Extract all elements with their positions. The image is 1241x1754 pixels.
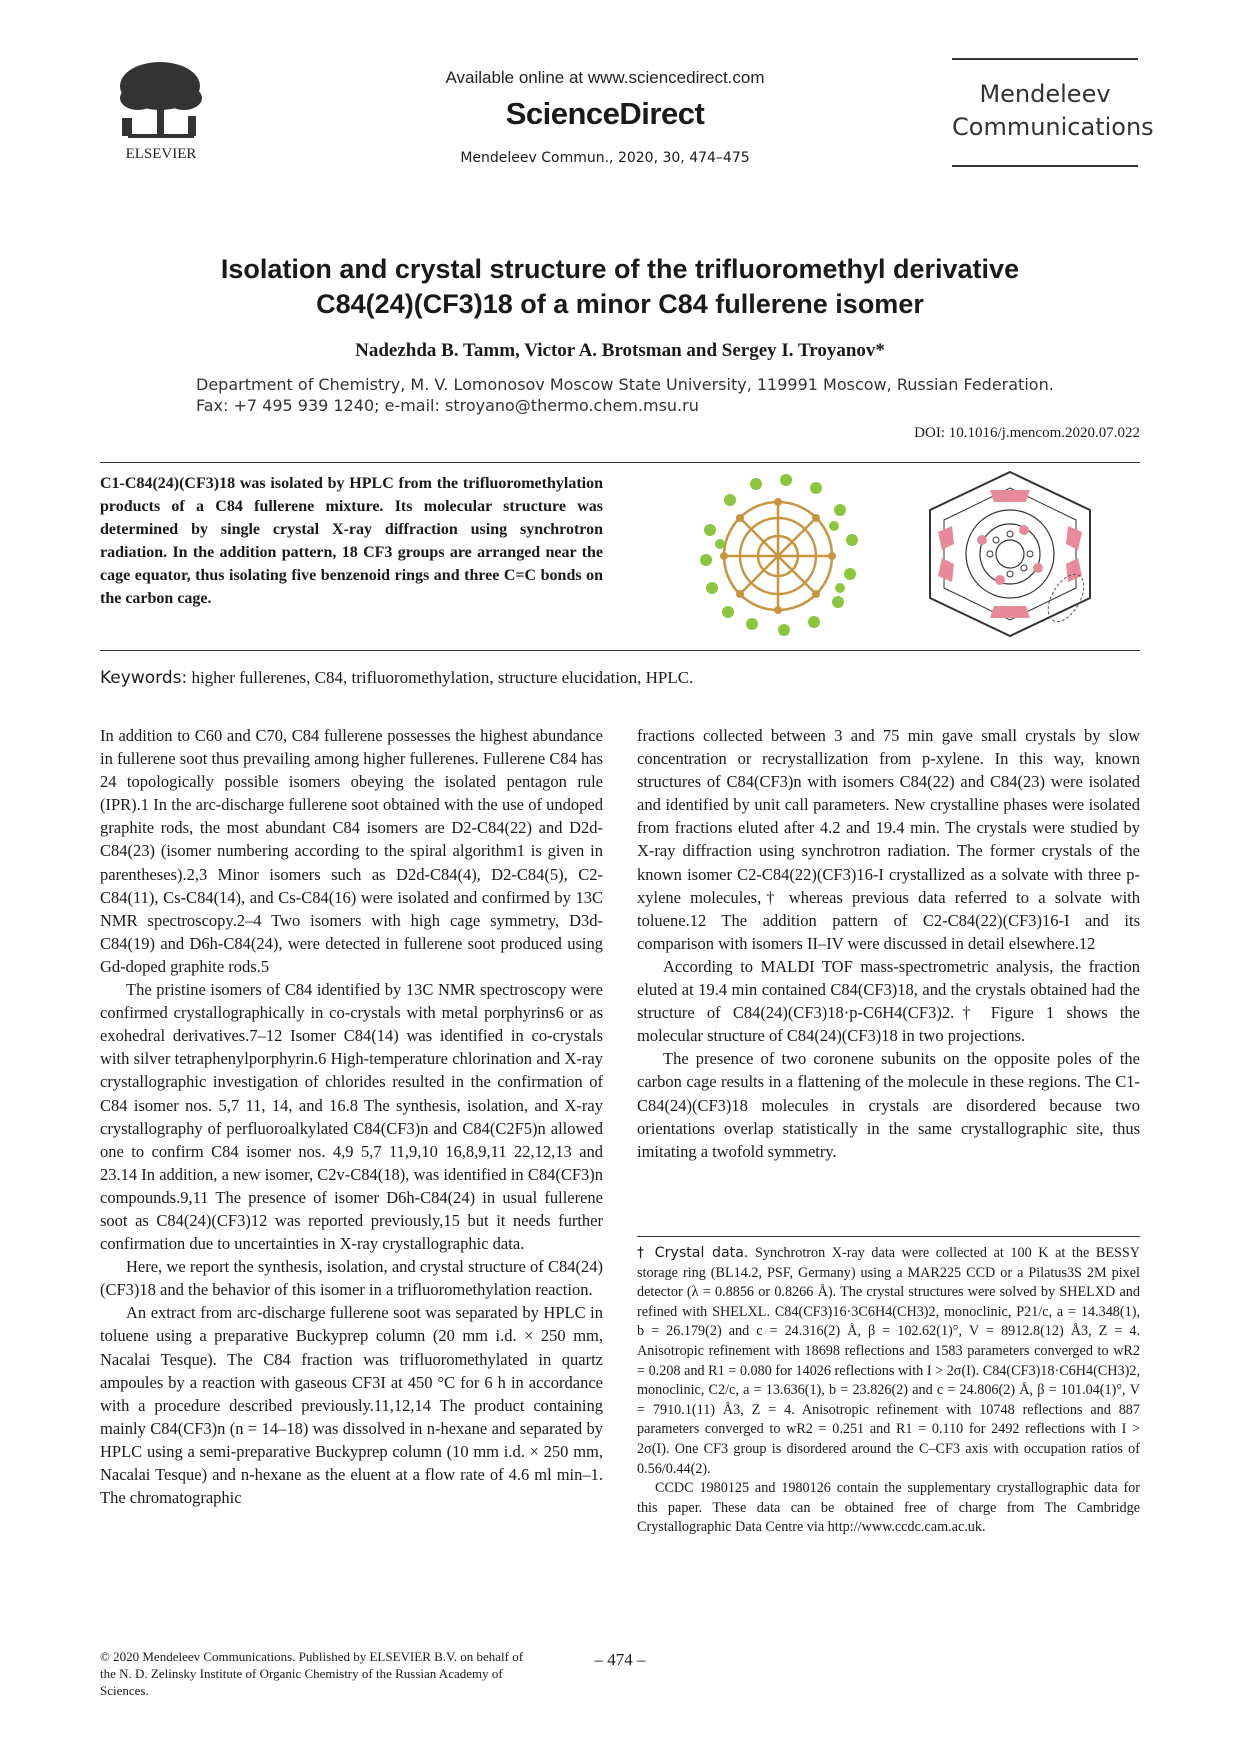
body-paragraph: The pristine isomers of C84 identified by 13C NMR spectroscopy were confirmed crystallographically in co-crystals with metal porphyrins6 or as exohedral derivatives.7–12 Isomer C84(14) was identified in co-crystals with silver tetraphenylporphyrin.6 High-temperature chlorination and X-ray crystallographic investigation of chlorides resulted in the confirmation of C84 isomer nos. 5,7 11, 14, and 16.8 The synthesis, isolation, and X-ray crystallography of perfluoroalkylated C84(CF3)n and C84(C2F5)n allowed one to confirm C84 isomer nos. 4,9 5,7 11,9,10 16,8,9,11 22,12,13 and 23.14 In addition, a new isomer, C2v-C84(18), was identified in C84(CF3)n compounds.9,11 The presence of isomer D6h-C84(24) in usual fullerene soot as C84(24)(CF3)12 was reported previously,15 but it needs further confirmation due to uncertainties in X-ray crystallographic data. xyxy=(100,980,603,1254)
body-paragraph: In addition to C60 and C70, C84 fullerene possesses the highest abundance in fullerene soot thus prevailing among higher fullerenes. Fullerene C84 has 24 topologically possible isomers obeying the isolated pentagon rule (IPR).1 In the arc-discharge fullerene soot obtained with the use of undoped graphite rods, the most abundant C84 isomers are D2-C84(22) and D2d-C84(23) (isomer numbering according to the spiral algorithm1 is given in parentheses).2,3 Minor isomers such as D2d-C84(4), D2-C84(5), C2-C84(11), Cs-C84(14), and Cs-C84(16) were isolated and confirmed by 13C NMR spectroscopy.2–4 Two isomers with high cage symmetry, D3d-C84(19) and D6h-C84(24), were detected in fullerene soot produced using Gd-doped graphite rods.5 xyxy=(100,726,603,976)
affiliation xyxy=(196,374,1096,416)
journal-rule-top xyxy=(952,58,1138,60)
elsevier-logo xyxy=(108,58,214,168)
keywords xyxy=(100,668,1140,688)
keywords-label: Keywords: xyxy=(100,668,188,688)
footnote-label: † Crystal data. xyxy=(637,1245,749,1261)
footnote-text: Synchrotron X-ray data were collected at 100 K at the BESSY storage ring (BL14.2, PSF, Germany) using a MAR225 CCD or a Pilatus3S 2M pixel detector (λ = 0.8856 or 0.8266 Å). The crystal structures were solved by SHELXD and refined with SHELXL. C84(CF3)16·3C6H4(CH3)2, monoclinic, P21/c, a = 14.348(1), b = 26.179(2) and c = 24.316(2) Å, β = 102.62(1)°, V = 8912.8(12) Å3, Z = 4. Anisotropic refinement with 18698 reflections and 1583 parameters converged to wR2 = 0.208 and R1 = 0.080 for 14026 reflections with I > 2σ(I). C84(CF3)18·C6H4(CH3)2, monoclinic, C2/c, a = 13.636(1), b = 23.826(2) and c = 24.806(2) Å, β = 101.04(1)°, V = 7910.1(11) Å3, Z = 4. Anisotropic refinement with 10748 reflections and 887 parameters converged to wR2 = 0.251 and R1 = 0.110 for 2492 reflections with I > 2σ(I). One CF3 group is disordered around the C–CF3 axis with occupation ratios of 0.56/0.44(2). xyxy=(637,1245,1141,1477)
article-title xyxy=(130,252,1110,322)
copyright-notice: © 2020 Mendeleev Communications. Published by ELSEVIER B.V. on behalf of the N. D. Zelinsky Institute of Organic Chemistry of the Russian Academy of Sciences. xyxy=(100,1649,524,1698)
body-paragraph: Here, we report the synthesis, isolation, and crystal structure of C84(24)(CF3)18 and the behavior of this isomer in a trifluoromethylation reaction. xyxy=(100,1257,603,1300)
affiliation-line1: Department of Chemistry, M. V. Lomonosov Moscow State University, 119991 Moscow, Russian Federation. xyxy=(196,375,1054,394)
page-number: – 474 – xyxy=(594,1650,646,1669)
authors: Nadezhda B. Tamm, Victor A. Brotsman and Sergey I. Troyanov* xyxy=(355,340,885,361)
journal-title xyxy=(952,78,1154,144)
footnote-rule xyxy=(637,1236,1140,1237)
body-paragraph: An extract from arc-discharge fullerene soot was separated by HPLC in toluene using a preparative Buckyprep column (20 mm i.d. × 250 mm, Nacalai Tesque). The C84 fraction was trifluoromethylated in quartz ampoules by a reaction with gaseous CF3I at 450 °C for 6 h in accordance with a procedure described previously.11,12,14 The product containing mainly C84(CF3)n (n = 14–18) was dissolved in n-hexane and separated by HPLC using a semi-preparative Buckyprep column (10 mm i.d. × 250 mm, Nacalai Tesque) and n-hexane as the eluent at a flow rate of 4.6 ml min–1. The chromatographic xyxy=(100,1303,603,1508)
graphical-abstract xyxy=(690,470,1140,638)
journal-title-line2: Communications xyxy=(952,113,1154,141)
publisher-name: ELSEVIER xyxy=(125,146,197,162)
doi[interactable]: DOI: 10.1016/j.mencom.2020.07.022 xyxy=(914,425,1140,441)
article-title-line2: C84(24)(CF3)18 of a minor C84 fullerene isomer xyxy=(316,289,924,319)
available-online-text: Available online at www.sciencedirect.com xyxy=(445,68,765,87)
abstract-rule-bottom xyxy=(100,650,1140,651)
abstract-rule-top xyxy=(100,462,1140,463)
journal-title-line1: Mendeleev xyxy=(979,80,1111,108)
ccdc-note: CCDC 1980125 and 1980126 contain the supplementary crystallographic data for this paper. These data can be obtained free of charge from The Cambridge Crystallographic Data Centre via http://www.ccdc.cam.ac.uk. xyxy=(637,1480,1140,1536)
abstract-text: C1-C84(24)(CF3)18 was isolated by HPLC from the trifluoromethylation products of a C84 fullerene mixture. Its molecular structure was determined by single crystal X-ray diffraction using synchrotron radiation. In the addition pattern, 18 CF3 groups are arranged near the cage equator, thus isolating five benzenoid rings and three C=C bonds on the carbon cage. xyxy=(100,475,603,607)
journal-citation: Mendeleev Commun., 2020, 30, 474–475 xyxy=(460,150,750,166)
affiliation-contact: Fax: +7 495 939 1240; e-mail: stroyano@thermo.chem.msu.ru xyxy=(196,396,699,415)
body-paragraph: fractions collected between 3 and 75 min gave small crystals by slow concentration or recrystallization from p-xylene. In this way, known structures of C84(CF3)n with isomers C84(22) and C84(23) were isolated and identified by unit call parameters. New crystalline phases were isolated from fractions eluted after 4.2 and 19.4 min. The crystals were studied by X-ray diffraction using synchrotron radiation. The former crystals of the known isomer C2-C84(22)(CF3)16-I crystallized as a solvate with three p-xylene molecules,† whereas previous data referred to a solvate with toluene.12 The addition pattern of C2-C84(22)(CF3)16-I and its comparison with isomers II–IV were discussed in detail elsewhere.12 xyxy=(637,726,1140,953)
sciencedirect-brand[interactable]: ScienceDirect xyxy=(505,96,705,131)
body-column-left xyxy=(100,724,603,1509)
body-paragraph: According to MALDI TOF mass-spectrometric analysis, the fraction eluted at 19.4 min contained C84(CF3)18, and the crystals obtained had the structure of C84(24)(CF3)18·p-C6H4(CF3)2.† Figure 1 shows the molecular structure of C84(24)(CF3)18 in two projections. xyxy=(637,956,1140,1046)
schlegel-diagram-image xyxy=(930,472,1091,636)
article-title-line1: Isolation and crystal structure of the trifluoromethyl derivative xyxy=(220,254,1020,284)
crystal-data-footnote xyxy=(637,1244,1140,1538)
body-paragraph: The presence of two coronene subunits on the opposite poles of the carbon cage results in a flattening of the molecule in these regions. The C1-C84(24)(CF3)18 molecules in crystals are disordered because two orientations overlap statistically in the same crystallographic site, thus imitating a twofold symmetry. xyxy=(637,1049,1140,1161)
body-column-right xyxy=(637,724,1140,1163)
journal-rule-bottom xyxy=(952,165,1138,167)
keywords-list: higher fullerenes, C84, trifluoromethylation, structure elucidation, HPLC. xyxy=(191,668,694,687)
